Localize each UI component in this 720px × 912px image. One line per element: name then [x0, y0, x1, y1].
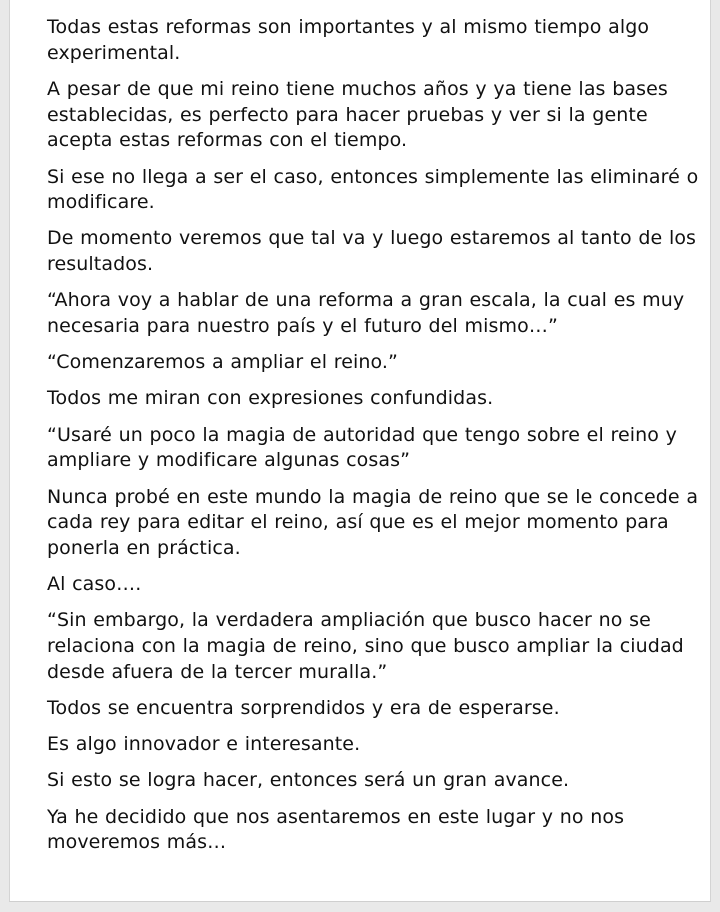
paragraph: “Usaré un poco la magia de autoridad que tengo sobre el reino y ampliare y modificare algunas cosas”: [47, 423, 677, 472]
paragraph: Ya he decidido que nos asentaremos en este lugar y no nos moveremos más…: [47, 805, 625, 854]
paragraph: Todos se encuentra sorprendidos y era de esperarse.: [47, 696, 560, 719]
paragraph: “Sin embargo, la verdadera ampliación que busco hacer no se relaciona con la magia de reino, sino que busco ampliar la ciudad desde afuera de la tercer muralla.”: [47, 609, 684, 683]
paragraph: Es algo innovador e interesante.: [47, 733, 361, 756]
paragraph: Nunca probé en este mundo la magia de reino que se le concede a cada rey para editar el reino, así que es el mejor momento para ponerla en práctica.: [47, 485, 699, 559]
paragraph: A pesar de que mi reino tiene muchos años y ya tiene las bases establecidas, es perfecto para hacer pruebas y ver si la gente acepta estas reformas con el tiempo.: [47, 77, 668, 152]
paragraph: De momento veremos que tal va y luego estaremos al tanto de los resultados.: [47, 227, 697, 276]
paragraph: Si esto se logra hacer, entonces será un gran avance.: [47, 769, 570, 792]
paragraph: “Ahora voy a hablar de una reforma a gran escala, la cual es muy necesaria para nuestro país y el futuro del mismo…”: [47, 289, 685, 338]
paragraph: Todas estas reformas son importantes y al mismo tiempo algo experimental.: [47, 16, 650, 64]
paragraph: Al caso….: [47, 573, 142, 596]
paragraph: Todos me miran con expresiones confundidas.: [47, 387, 494, 410]
paragraph: “Comenzaremos a ampliar el reino.”: [47, 351, 398, 374]
paragraph: Si ese no llega a ser el caso, entonces simplemente las eliminaré o modificare.: [47, 165, 699, 214]
document-page: [9, 0, 711, 902]
document-body: [47, 15, 707, 866]
